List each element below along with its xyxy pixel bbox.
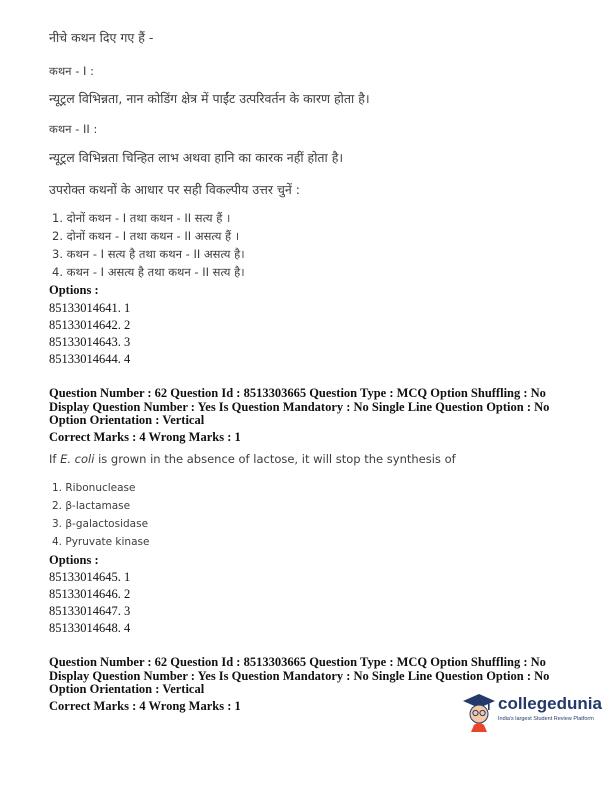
q2-option-3: 85133014647. 3: [49, 604, 131, 618]
q1-statement2-label: कथन - II :: [49, 122, 98, 136]
q1-statement2-text: न्यूट्रल विभिन्नता चिन्हित लाभ अथवा हानि का कारक नहीं होता है।: [49, 150, 344, 165]
q1-intro: नीचे कथन दिए गए हैं -: [49, 30, 154, 45]
q2-option-4: 85133014648. 4: [49, 621, 131, 635]
q2-choice-1: 1. Ribonuclease: [52, 482, 136, 494]
q1-prompt: उपरोक्त कथनों के आधार पर सही विकल्पीय उत्तर चुनें :: [49, 182, 301, 197]
q1-statement1-label: कथन - I :: [49, 64, 94, 78]
q2-question-text: [49, 452, 456, 466]
q2-option-2: 85133014646. 2: [49, 587, 131, 601]
q1-option-4: 85133014644. 4: [49, 352, 131, 366]
q1-choice-4: 4. कथन - I असत्य है तथा कथन - II सत्य है।: [52, 265, 245, 279]
q2-choice-2: 2. β-lactamase: [52, 500, 131, 512]
q3-header: Question Number : 62 Question Id : 8513303665 Question Type : MCQ Option Shuffling : No Display Question Number : Yes Is Question Mandatory : No Single Line Question Option : No Option Orientation : Vertical: [49, 655, 550, 696]
q2-question-italic: E. coli: [60, 452, 95, 466]
q1-choice-2: 2. दोनों कथन - I तथा कथन - II असत्य हैं ।: [52, 229, 240, 243]
q1-choice-3: 3. कथन - I सत्य है तथा कथन - II असत्य है।: [52, 247, 245, 261]
q2-options-label: Options :: [49, 553, 99, 567]
q2-marks: Correct Marks : 4 Wrong Marks : 1: [49, 430, 241, 444]
q2-choice-3: 3. β-galactosidase: [52, 518, 149, 530]
q2-option-1: 85133014645. 1: [49, 570, 131, 584]
q1-statement1-text: न्यूट्रल विभिन्नता, नान कोडिंग क्षेत्र में पाईंट उत्परिवर्तन के कारण होता है।: [49, 91, 370, 106]
q1-choice-1: 1. दोनों कथन - I तथा कथन - II सत्य हैं ।: [52, 211, 231, 225]
logo-tagline: India's largest Student Review Platform: [498, 716, 594, 722]
collegedunia-logo: [462, 690, 602, 734]
q1-option-1: 85133014641. 1: [49, 301, 131, 315]
q2-question-pre: If: [49, 452, 61, 466]
q2-choice-4: 4. Pyruvate kinase: [52, 536, 150, 548]
q1-option-3: 85133014643. 3: [49, 335, 131, 349]
q2-question-post: is grown in the absence of lactose, it will stop the synthesis of: [94, 452, 456, 466]
q2-header: Question Number : 62 Question Id : 8513303665 Question Type : MCQ Option Shuffling : No Display Question Number : Yes Is Question Mandatory : No Single Line Question Option : No Option Orientation : Vertical: [49, 386, 550, 427]
graduate-mascot-icon: [462, 692, 496, 732]
logo-wordmark: collegedunia: [498, 694, 602, 713]
q3-marks: Correct Marks : 4 Wrong Marks : 1: [49, 699, 241, 713]
q1-options-label: Options :: [49, 283, 99, 297]
q1-option-2: 85133014642. 2: [49, 318, 131, 332]
